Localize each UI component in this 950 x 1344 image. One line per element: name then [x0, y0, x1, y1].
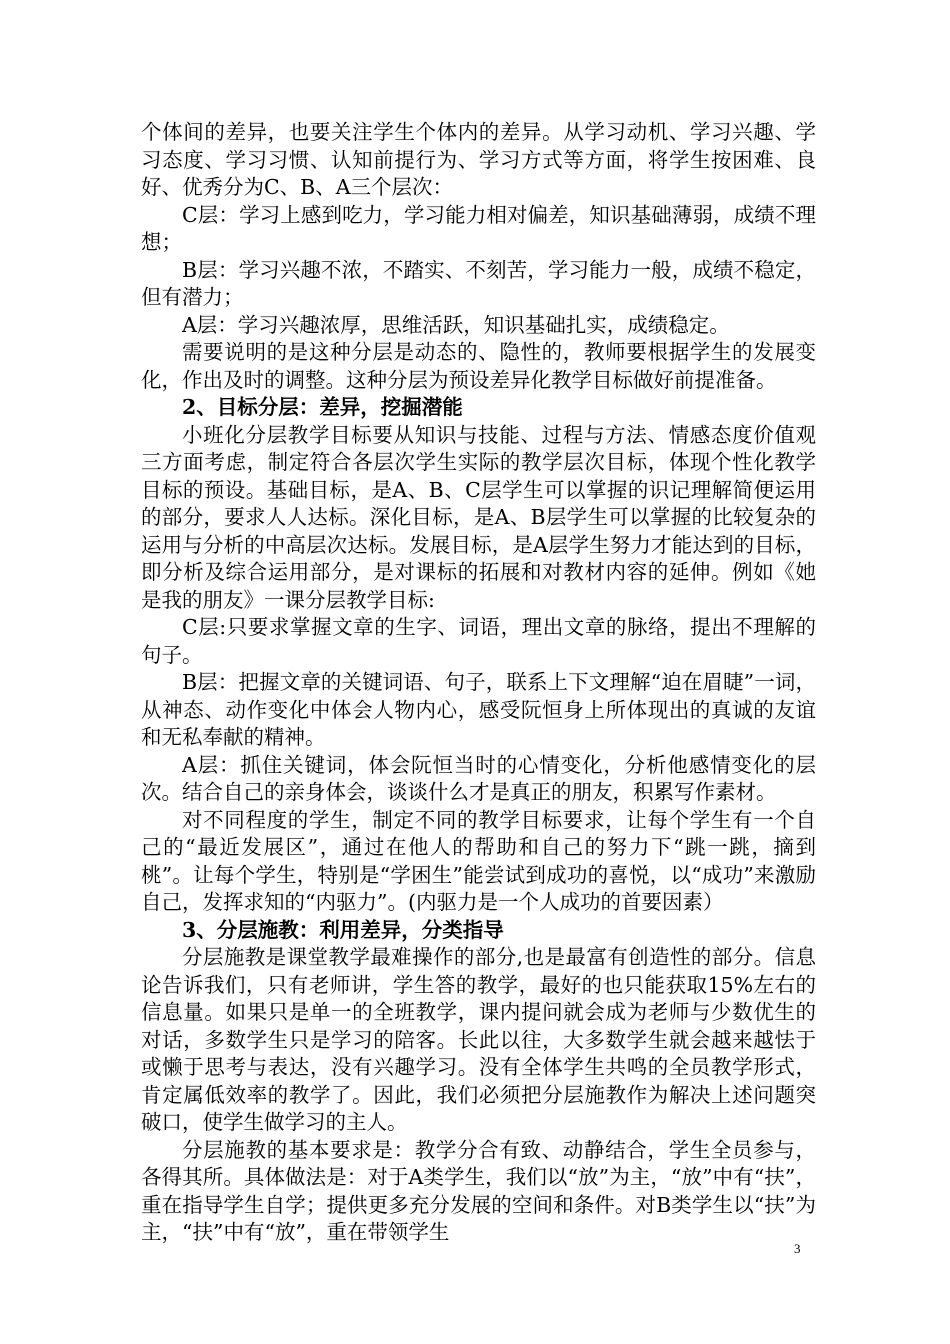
paragraph-intro: 个体间的差异，也要关注学生个体内的差异。从学习动机、学习兴趣、学习态度、学习习惯、认知前提行为、学习方式等方面，将学生按困难、良好、优秀分为C、B、A三个层次：: [141, 120, 816, 199]
paragraph-requirements: 分层施教的基本要求是：教学分合有致、动静结合，学生全员参与，各得其所。具体做法是：对于A类学生，我们以“放”为主，“放”中有“扶”，重在指导学生自学；提供更多充分发展的空间和条件。对B类学生以“扶”为主，“扶”中有“放”，重在带领学生: [141, 1137, 816, 1244]
paragraph-layer-a: A层：学习兴趣浓厚，思维活跃，知识基础扎实，成绩稳定。: [182, 312, 730, 337]
paragraph-teaching: 分层施教是课堂教学最难操作的部分,也是最富有创造性的部分。信息论告诉我们，只有老师讲，学生答的教学，最好的也只能获取15%左右的信息量。如果只是单一的全班教学，课内提问就会成为老师与少数优生的对话，多数学生只是学习的陪客。长此以往，大多数学生就会越来越怯于或懒于思考与表达，没有兴趣学习。没有全体学生共鸣的全员教学形式，肯定属低效率的教学了。因此，我们必须把分层施教作为解决上述问题突破口，使学生做学习的主人。: [141, 945, 816, 1134]
paragraph-layer-c: C层：学习上感到吃力，学习能力相对偏差，知识基础薄弱，成绩不理想；: [141, 202, 816, 254]
page-number: 3: [794, 1241, 801, 1256]
section-heading-goals: 2、目标分层：差异，挖掘潜能: [182, 395, 463, 419]
paragraph-goal-b: B层：把握文章的关键词语、句子，联系上下文理解“迫在眉睫”一词，从神态、动作变化中体会人物内心，感受阮恒身上所体现出的真诚的友谊和无私奉献的精神。: [141, 670, 816, 749]
paragraph-development-zone: 对不同程度的学生，制定不同的教学目标要求，让每个学生有一个自己的“最近发展区”，通过在他人的帮助和自己的努力下“跳一跳，摘到桃”。让每个学生，特别是“学困生”能尝试到成功的喜悦，以“成功”来激励自己，发挥求知的“内驱力”。(内驱力是一个人成功的首要因素）: [141, 807, 816, 914]
paragraph-dynamic-note: 需要说明的是这种分层是动态的、隐性的，教师要根据学生的发展变化，作出及时的调整。这种分层为预设差异化教学目标做好前提准备。: [141, 340, 816, 392]
paragraph-goal-c: C层:只要求掌握文章的生字、词语，理出文章的脉络，提出不理解的句子。: [141, 615, 816, 667]
paragraph-layer-b: B层：学习兴趣不浓，不踏实、不刻苦，学习能力一般，成绩不稳定，但有潜力；: [141, 257, 816, 309]
paragraph-goals: 小班化分层教学目标要从知识与技能、过程与方法、情感态度价值观三方面考虑，制定符合各层次学生实际的教学层次目标，体现个性化教学目标的预设。基础目标，是A、B、C层学生可以掌握的识记理解简便运用的部分，要求人人达标。深化目标，是A、B层学生可以掌握的比较复杂的运用与分析的中高层次达标。发展目标，是A层学生努力才能达到的目标，即分析及综合运用部分，是对课标的拓展和对教材内容的延伸。例如《她是我的朋友》一课分层教学目标:: [141, 422, 816, 612]
section-heading-teaching: 3、分层施教：利用差异，分类指导: [182, 917, 504, 942]
paragraph-goal-a: A层：抓住关键词，体会阮恒当时的心情变化，分析他感情变化的层次。结合自己的亲身体会，谈谈什么才是真正的朋友，积累写作素材。: [141, 752, 816, 804]
document-body: [141, 119, 816, 1247]
